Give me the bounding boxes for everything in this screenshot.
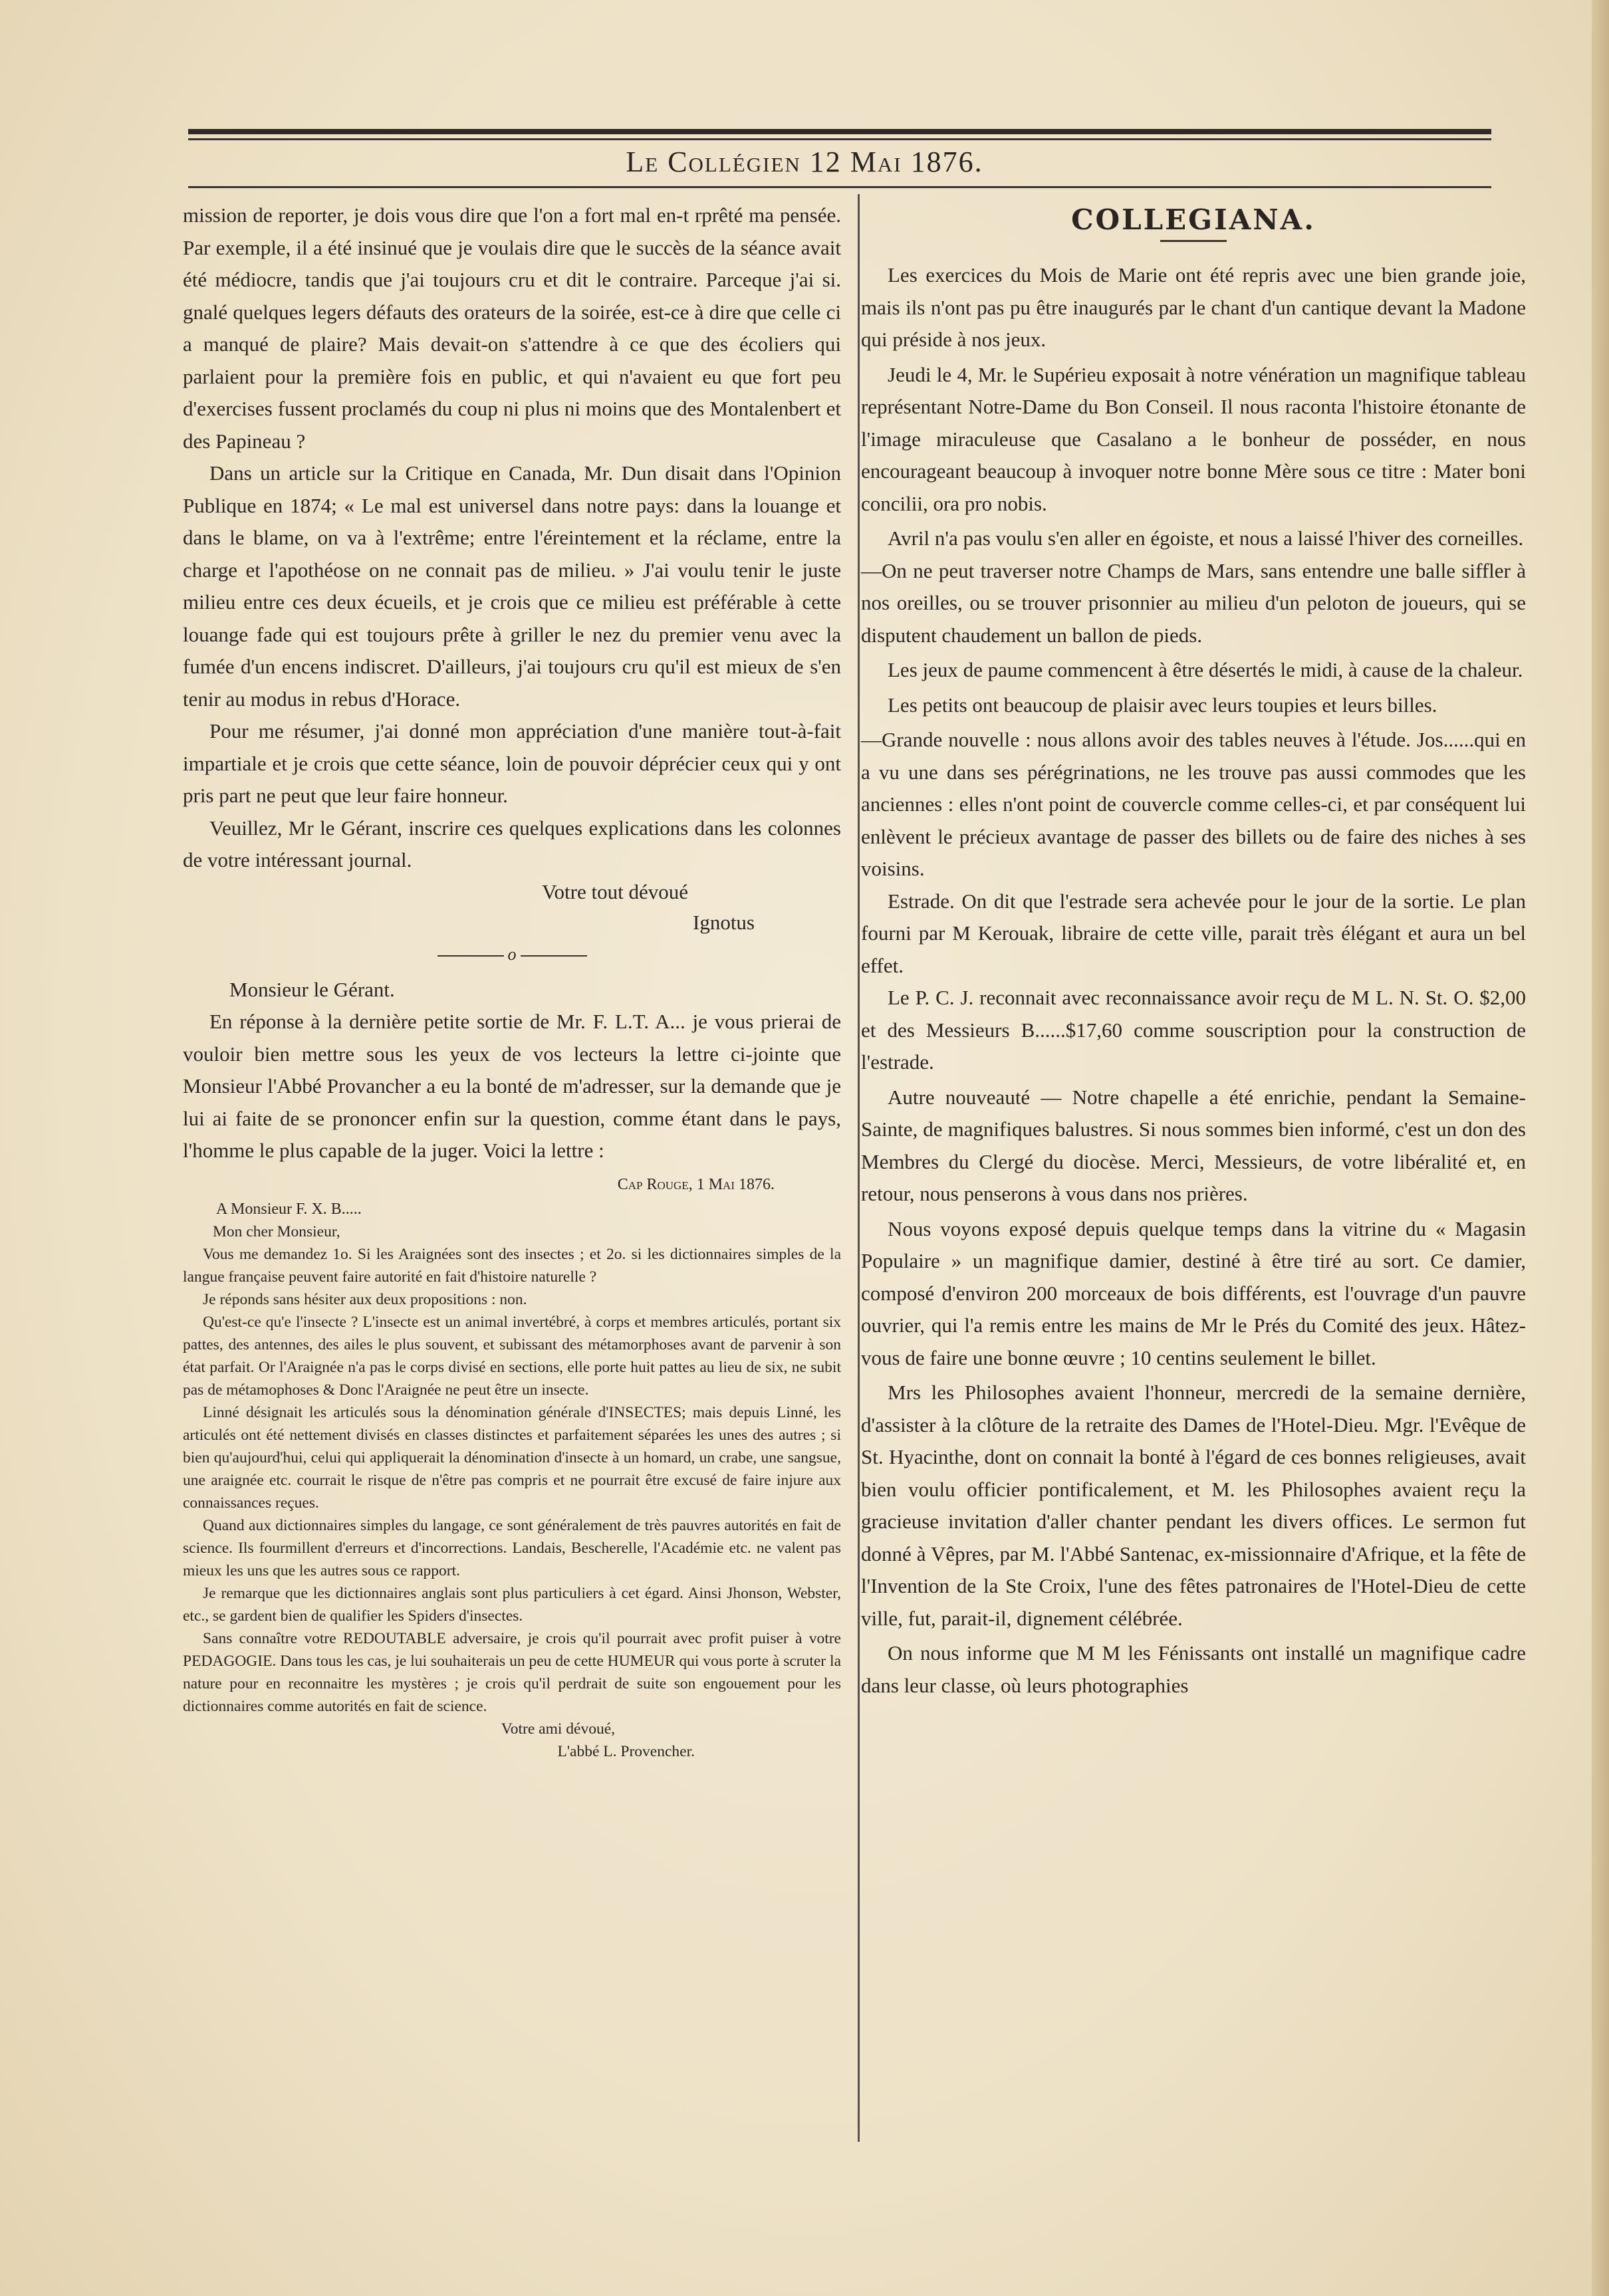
news-item: Les exercices du Mois de Marie ont été repris avec une bien grande joie, mais ils n'ont pas pu être inaugurés par le chant d'un cantique devant la Madone qui préside à nos jeux. [861, 263, 1526, 351]
news-item: —Grande nouvelle : nous allons avoir des tables neuves à l'étude. Jos......qui en a vu une dans ses pérégrinations, ne les trouve pas aussi commodes que les anciennes : elles n'ont point de couvercle comme celles-ci, et par conséquent lui enlèvent le précieux avantage de passer des billets ou de faire des niches à ses voisins. [861, 728, 1526, 880]
left-column [183, 199, 841, 1763]
letter-paragraph: Je remarque que les dictionnaires anglais sont plus particuliers à cet égard. Ainsi Jhonson, Webster, etc., se gardent bien de qualifier les Spiders d'insectes. [183, 1584, 841, 1625]
news-item: Estrade. On dit que l'estrade sera achevée pour le jour de la sortie. Le plan fourni par M Kerouak, libraire de cette ville, parait très élégant et aura un bel effet. [861, 889, 1526, 977]
article-paragraph: mission de reporter, je dois vous dire que l'on a fort mal en-t rprêté ma pensée. Par exemple, il a été insinué que je voulais dire que le succès de la séance avait été médiocre, tandis que j'ai toujours cru et dit le contraire. Parceque j'ai si. gnalé quelques legers défauts des orateurs de la soirée, est-ce à dire que celle ci a manqué de plaire? Mais devait-on s'attendre à ce que des écoliers qui parlaient pour la première fois en public, et qui n'avaient eu que fort peu d'exercises fussent proclamés du coup ni plus ni moins que des Montalenbert et des Papineau ? [183, 203, 841, 453]
salutation: Monsieur le Gérant. [229, 977, 395, 1001]
news-item: —On ne peut traverser notre Champs de Mars, sans entendre une balle siffler à nos oreilles, ou se trouver prisonnier au milieu d'un peloton de joueurs, qui se disputent chaudement un ballon de pieds. [861, 558, 1526, 647]
news-item: Les jeux de paume commencent à être désertés le midi, à cause de la chaleur. [888, 658, 1523, 681]
title-rule [1160, 240, 1227, 242]
signature: Ignotus [693, 910, 755, 934]
news-item: Le P. C. J. reconnait avec reconnaissance avoir reçu de M L. N. St. O. $2,00 et des Messieurs B......$17,60 comme souscription pour la construction de l'estrade. [861, 986, 1526, 1074]
letter-paragraph: Quand aux dictionnaires simples du langage, ce sont généralement de très pauvres autorités en fait de science. Ils fourmillent d'erreurs et d'incorrections. Landais, Bescherelle, l'Académie etc. ne valent pas mieux les uns que les autres sous ce rapport. [183, 1516, 841, 1579]
header-rule-thick [188, 129, 1491, 134]
running-header: Le Collégien 12 Mai 1876. [626, 146, 983, 178]
article-paragraph: Dans un article sur la Critique en Canada, Mr. Dun disait dans l'Opinion Publique en 1874; « Le mal est universel dans notre pays: dans la louange et dans le blame, on va à l'extrême; entre l'éreintement et la réclame, entre la charge et l'apothéose on ne connait pas de milieu. » J'ai voulu tenir le juste milieu entre ces deux écueils, et je crois que ce milieu est préférable à cette louange fade qui est toujours prête à griller le nez du premier venu avec la fumée d'un encens indiscret. D'ailleurs, j'ai toujours cru qu'il est mieux de s'en tenir au modus in rebus d'Horace. [183, 461, 841, 711]
letter-paragraph: Qu'est-ce qu'e l'insecte ? L'insecte est un animal invertébré, à corps et membres articulés, portant six pattes, des antennes, des ailes le plus souvent, et subissant des métamorphoses avant de parvenir à son état parfait. Or l'Araignée n'a pas le corps divisé en sections, elle porte huit pattes au lieu de six, ne subit pas de métamophoses & Donc l'Araignée ne peut être un insecte. [183, 1313, 841, 1399]
right-column [861, 199, 1526, 1702]
article-paragraph: Pour me résumer, j'ai donné mon appréciation d'une manière tout-à-fait impartiale et je crois que cette séance, loin de pouvoir déprécier ceux qui y ont pris part ne peut que leur faire honneur. [183, 719, 841, 807]
header-rule-thin [188, 138, 1491, 140]
news-item: Autre nouveauté — Notre chapelle a été enrichie, pendant la Semaine-Sainte, de magnifiques balustres. Si nous sommes bien informé, c'est un don des Membres du Clergé du diocèse. Merci, Messieurs, de votre libéralité et, en retour, nous penserons à vous dans nos prières. [861, 1085, 1526, 1205]
news-item: On nous informe que M M les Fénissants ont installé un magnifique cadre dans leur classe, où leurs photographies [861, 1641, 1526, 1697]
news-item: Nous voyons exposé depuis quelque temps dans la vitrine du « Magasin Populaire » un magnifique damier, destiné à être tiré au sort. Ce damier, composé d'environ 200 morceaux de bois différents, est l'ouvrage d'un pauvre ouvrier, qui l'a remis entre les mains de Mr le Prés du Comité des jeux. Hâtez-vous de faire une bonne œuvre ; 10 centins seulement le billet. [861, 1216, 1526, 1369]
page-edge [1592, 0, 1609, 2296]
letter-paragraph: Sans connaître votre REDOUTABLE adversaire, je crois qu'il pourrait avec profit puiser à votre PEDAGOGIE. Dans tous les cas, je lui souhaiterais un peu de cette HUMEUR qui vous porte à scruter la nature pour en reconnaitre les mystères ; je crois qu'il perdrait de suite son engouement pour les dictionnaires comme autorités en fait de science. [183, 1629, 841, 1715]
letter-paragraph: Vous me demandez 1o. Si les Araignées sont des insectes ; et 2o. si les dictionnaires simples de la langue française peuvent faire autorité en fait d'histoire naturelle ? [183, 1245, 841, 1286]
news-item: Les petits ont beaucoup de plaisir avec leurs toupies et leurs billes. [888, 693, 1437, 717]
article-paragraph: Veuillez, Mr le Gérant, inscrire ces quelques explications dans les colonnes de votre intéressant journal. [183, 816, 841, 871]
section-divider: o [183, 945, 841, 965]
letter-paragraph: Je réponds sans hésiter aux deux propositions : non. [203, 1290, 527, 1308]
news-item: Jeudi le 4, Mr. le Supérieu exposait à notre vénération un magnifique tableau représentant Notre-Dame du Bon Conseil. Il nous raconta l'histoire étonante de l'image miraculeuse que Casalano a le bonheur de posséder, en nous encourageant beaucoup à invoquer notre bonne Mère sous ce titre : Mater boni concilii, ora pro nobis. [861, 362, 1526, 515]
closing-line: Votre tout dévoué [542, 879, 688, 903]
news-item: Mrs les Philosophes avaient l'honneur, mercredi de la semaine dernière, d'assister à la clôture de la retraite des Dames de l'Hotel-Dieu. Mgr. l'Evêque de St. Hyacinthe, dont on connait la bonté à l'égard de ces bonnes religieuses, avait bien voulu officier pontificalement, et M. les Philosophes avaient reçu la gracieuse invitation d'aller chanter pendant les divers offices. Le sermon fut donné à Vêpres, par M. l'Abbé Santenac, ex-missionnaire d'Afrique, et la fête de l'Invention de la Ste Croix, l'une des fêtes patronaires de l'Hotel-Dieu de cette ville, fut, parait-il, dignement célébrée. [861, 1381, 1526, 1630]
letter-date: Cap Rouge, 1 Mai 1876. [617, 1175, 775, 1193]
article-paragraph: En réponse à la dernière petite sortie de Mr. F. L.T. A... je vous prierai de vouloir bien mettre sous les yeux de vos lecteurs la lettre ci-jointe que Monsieur l'Abbé Provancher a eu la bonté de m'adresser, sur la demande que je lui ai faite de se prononcer enfin sur la question, comme étant dans le pays, l'homme le plus capable de la juger. Voici la lettre : [183, 1010, 841, 1162]
section-title: COLLEGIANA. [1071, 203, 1316, 236]
letter-salutation: Mon cher Monsieur, [213, 1222, 340, 1240]
letter-signature: L'abbé L. Provencher. [557, 1742, 695, 1760]
news-item: Avril n'a pas voulu s'en aller en égoiste, et nous a laissé l'hiver des corneilles. [888, 526, 1524, 550]
column-divider [858, 194, 860, 2142]
letter-recipient: A Monsieur F. X. B..... [216, 1200, 362, 1218]
letter-paragraph: Linné désignait les articulés sous la dénomination générale d'INSECTES; mais depuis Linné, les articulés ont été nettement divisés en classes distinctes et parfaitement séparées les unes des autres ; si bien qu'aujourd'hui, celui qui appliquerait la dénomination d'insecte à un homard, un crabe, une sangsue, une araignée etc. courrait le risque de n'être pas compris et ne pourrait être excusé de faire injure aux connaissances reçues. [183, 1403, 841, 1512]
letter-closing: Votre ami dévoué, [501, 1720, 615, 1738]
header-rule-bottom [188, 186, 1491, 188]
